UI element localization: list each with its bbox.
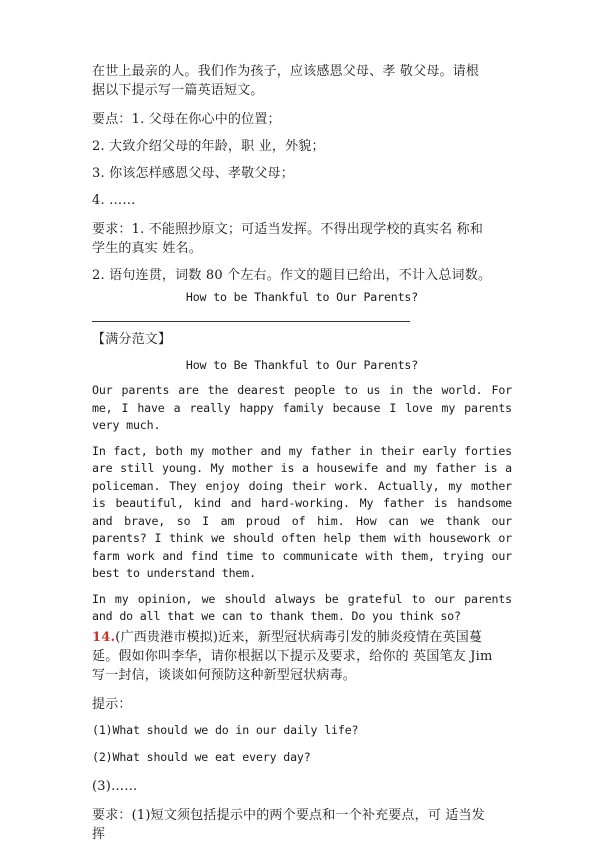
requirement-line-1: 要求：1. 不能照抄原文；可适当发挥。不得出现学校的真实名 称和 — [92, 222, 484, 237]
question-14-line-1 — [92, 628, 512, 647]
requirement-line-2: 学生的真实 姓名。 — [92, 241, 202, 256]
model-essay-title: How to Be Thankful to Our Parents? — [185, 357, 419, 372]
given-title: How to be Thankful to Our Parents? — [185, 290, 419, 304]
point-2: 2. 大致介绍父母的年龄，职 业，外貌； — [92, 139, 325, 154]
requirement-line-3: 2. 语句连贯，词数 80 个左右。作文的题目已给出，不计入总词数。 — [92, 268, 492, 283]
divider — [92, 321, 410, 322]
question-14-source-text: (广西贵港市模拟)近来，新型冠状病毒引发的肺炎疫情在英国蔓 — [115, 629, 483, 645]
question-number: 14. — [92, 629, 116, 645]
point-1: 要点：1. 父母在你心中的位置； — [92, 112, 281, 127]
hint-3: (3)…… — [92, 778, 138, 794]
hint-2: (2)What should we eat every day? — [92, 750, 311, 764]
q14-requirement-line-2: 挥 — [92, 826, 106, 842]
point-4: 4. …… — [92, 193, 136, 208]
model-paragraph-1: Our parents are the dearest people to us in the world. For me, I have a really happy family because I love my parents very much. — [92, 383, 512, 432]
hint-1: (1)What should we do in our daily life? — [92, 722, 359, 737]
intro-line-1: 在世上最亲的人。我们作为孩子，应该感恩父母、孝 敬父母。请根 — [92, 64, 480, 79]
intro-line-2: 据以下提示写一篇英语短文。 — [92, 83, 264, 98]
model-paragraph-2: In fact, both my mother and my father in their early forties are still young. My mother is a housewife and my father is a policeman. They enjoy doing their work. Actually, my mother is beautiful, kind and hard-working. My father is handsome and brave, so I am proud of him. How can we thank our parents? I think we should often help them with housework or farm work and find time to communicate with them, trying our best to understand them. — [92, 443, 512, 580]
model-paragraph-3: In my opinion, we should always be grateful to our parents and do all that we can to thank them. Do you think so? — [92, 591, 512, 623]
question-14-line-2: 延。假如你叫李华，请你根据以下提示及要求，给你的 英国笔友 Jim — [92, 648, 493, 664]
model-essay-tag: 【满分范文】 — [92, 331, 172, 347]
question-14-line-3: 写一封信，谈谈如何预防这种新型冠状病毒。 — [92, 667, 357, 683]
hints-label: 提示： — [92, 696, 132, 712]
document-page — [92, 62, 512, 844]
point-3: 3. 你该怎样感恩父母、孝敬父母； — [92, 166, 294, 181]
q14-requirement-line-1: 要求：(1)短文须包括提示中的两个要点和一个补充要点，可 适当发 — [92, 807, 485, 823]
